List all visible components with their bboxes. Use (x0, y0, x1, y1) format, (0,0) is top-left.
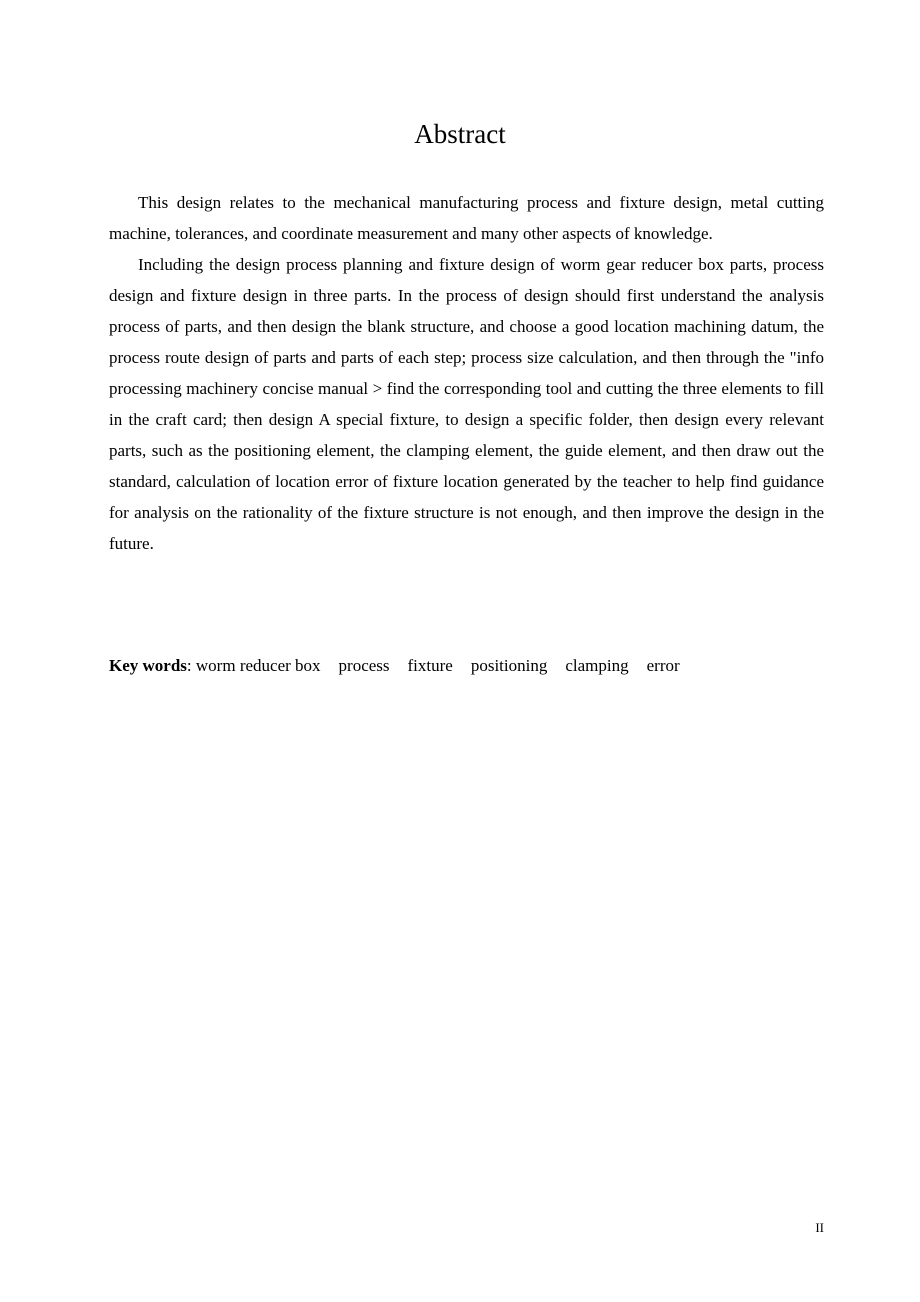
keyword-1: worm reducer box (195, 656, 321, 675)
keyword-2: process (338, 656, 390, 675)
keywords-line (109, 650, 824, 681)
abstract-body (109, 187, 824, 559)
keywords-label: Key words (109, 656, 187, 675)
keyword-4: positioning (470, 656, 548, 675)
abstract-paragraph-1: This design relates to the mechanical manufacturing process and fixture design, metal cutting machine, tolerances, and coordinate measurement and many other aspects of knowledge. (109, 193, 824, 243)
abstract-title: Abstract (414, 119, 506, 149)
keyword-5: clamping (565, 656, 629, 675)
keywords-separator: : (186, 656, 196, 675)
keyword-3: fixture (407, 656, 453, 675)
keyword-6: error (646, 656, 680, 675)
page-number: II (815, 1220, 824, 1235)
abstract-paragraph-2: Including the design process planning and fixture design of worm gear reducer box parts, process design and fixture design in three parts. In the process of design should first understand the analysis process of parts, and then design the blank structure, and choose a good location machining datum, the process route design of parts and parts of each step; process size calculation, and then through the "info processing machinery concise manual > find the corresponding tool and cutting the three elements to fill in the craft card; then design A special fixture, to design a specific folder, then design every relevant parts, such as the positioning element, the clamping element, the guide element, and then draw out the standard, calculation of location error of fixture location generated by the teacher to help find guidance for analysis on the rationality of the fixture structure is not enough, and then improve the design in the future. (109, 255, 824, 553)
